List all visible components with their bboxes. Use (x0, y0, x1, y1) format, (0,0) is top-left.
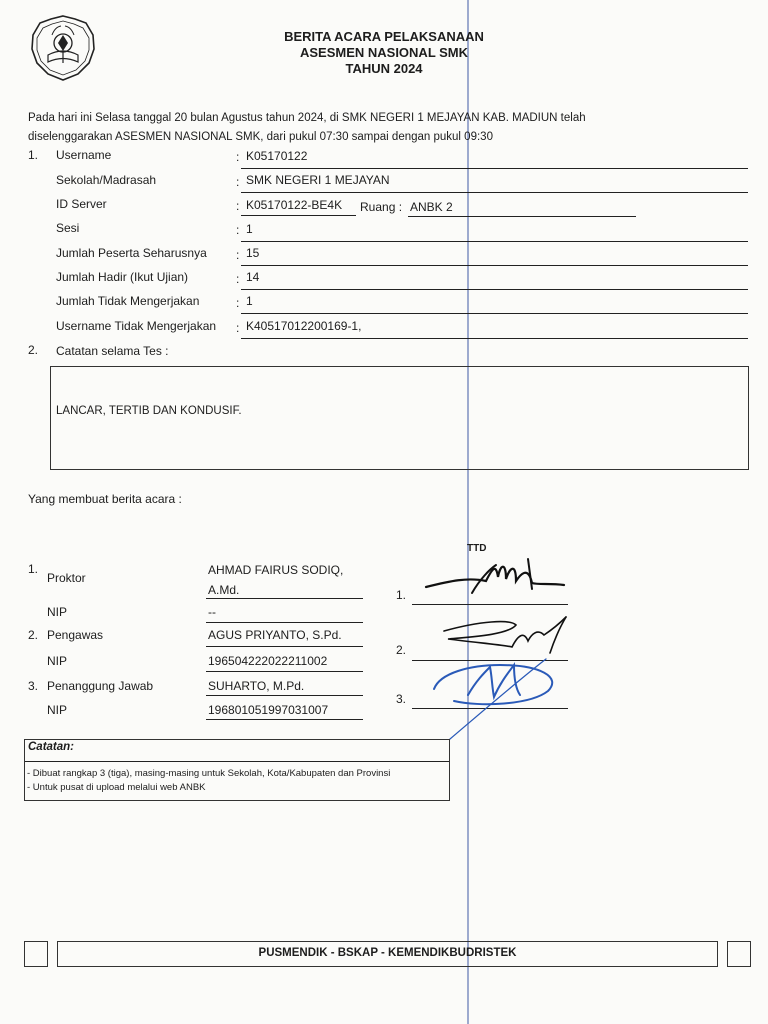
intro-line-1: Pada hari ini Selasa tanggal 20 bulan Agustus tahun 2024, di SMK NEGERI 1 MEJAYAN KAB. MADIUN telah (28, 112, 586, 124)
notes-line-1: - Dibuat rangkap 3 (tiga), masing-masing untuk Sekolah, Kota/Kabupaten dan Provinsi (27, 768, 391, 779)
underline (408, 216, 636, 217)
underline (206, 598, 363, 599)
signer-name: AHMAD FAIRUS SODIQ, (208, 563, 344, 577)
ttd-label: TTD (467, 543, 487, 554)
info-label: Username Tidak Mengerjakan (56, 319, 217, 333)
underline (206, 646, 363, 647)
handwritten-signatures (420, 555, 580, 745)
info-colon: : (236, 321, 240, 335)
footer-text: PUSMENDIK - BSKAP - KEMENDIKBUDRISTEK (258, 947, 517, 959)
info-colon: : (236, 150, 240, 164)
info-colon: : (236, 296, 240, 310)
info-label: ID Server (56, 197, 107, 211)
nip-value: 196801051997031007 (208, 703, 329, 717)
nip-value: -- (208, 605, 216, 619)
underline (206, 671, 363, 672)
signer-number: 2. (28, 628, 39, 642)
signer-role: Penanggung Jawab (47, 679, 154, 693)
catatan-tes-content: LANCAR, TERTIB DAN KONDUSIF. (56, 405, 242, 417)
info-value: SMK NEGERI 1 MEJAYAN (246, 173, 390, 187)
info-label: Jumlah Peserta Seharusnya (56, 246, 207, 260)
signer-name: AGUS PRIYANTO, S.Pd. (208, 628, 342, 642)
underline (241, 215, 356, 216)
info-colon: : (236, 199, 240, 213)
footer-right-box (727, 941, 751, 967)
document-title-line-2: ASESMEN NASIONAL SMK (299, 45, 469, 60)
catatan-tes-label: Catatan selama Tes : (56, 344, 169, 358)
document-title-line-1: BERITA ACARA PELAKSANAAN (284, 29, 484, 44)
info-label: Username (56, 148, 112, 162)
signer-number: 3. (28, 679, 39, 693)
catatan-tes-box (50, 366, 749, 470)
nip-label: NIP (47, 703, 68, 717)
underline (241, 289, 748, 290)
signer-number: 1. (28, 562, 39, 576)
info-colon: : (236, 175, 240, 189)
info-colon: : (236, 272, 240, 286)
ruang-value: ANBK 2 (410, 200, 453, 214)
info-value: K05170122 (246, 149, 308, 163)
info-value: 1 (246, 294, 253, 308)
intro-line-2: diselenggarakan ASESMEN NASIONAL SMK, dari pukul 07:30 sampai dengan pukul 09:30 (28, 131, 493, 143)
signature-number: 1. (396, 588, 407, 602)
nip-value: 196504222022211002 (208, 654, 328, 668)
info-label: Jumlah Hadir (Ikut Ujian) (56, 270, 189, 284)
info-value: K05170122-BE4K (246, 198, 343, 212)
footer-left-box (24, 941, 48, 967)
info-label: Jumlah Tidak Mengerjakan (56, 294, 200, 308)
maker-label: Yang membuat berita acara : (28, 492, 182, 506)
signer-role: Pengawas (47, 628, 104, 642)
underline (206, 622, 363, 623)
info-label: Sekolah/Madrasah (56, 173, 157, 187)
nip-label: NIP (47, 654, 68, 668)
notes-box (24, 739, 450, 801)
info-value: 14 (246, 270, 260, 284)
info-colon: : (236, 248, 240, 262)
info-value: 15 (246, 246, 260, 260)
info-colon: : (236, 223, 240, 237)
underline (206, 695, 363, 696)
scan-fold-line (467, 0, 469, 1024)
signer-role: Proktor (47, 571, 86, 585)
section-1-number: 1. (28, 148, 39, 162)
underline (241, 338, 748, 339)
footer-banner (57, 941, 718, 967)
document-title-line-3: TAHUN 2024 (345, 61, 423, 76)
signer-name: SUHARTO, M.Pd. (208, 679, 305, 693)
underline (241, 313, 748, 314)
nip-label: NIP (47, 605, 68, 619)
notes-divider (25, 761, 449, 762)
info-value: 1 (246, 222, 253, 236)
info-value: K40517012200169-1, (246, 319, 362, 333)
underline (241, 192, 748, 193)
underline (241, 241, 748, 242)
underline (241, 168, 748, 169)
info-label: Sesi (56, 221, 80, 235)
notes-title: Catatan: (28, 741, 75, 753)
signature-number: 2. (396, 643, 407, 657)
notes-line-2: - Untuk pusat di upload melalui web ANBK (27, 782, 206, 793)
signature-number: 3. (396, 692, 407, 706)
ruang-label: Ruang : (360, 200, 403, 214)
underline (206, 719, 363, 720)
signer-name-suffix: A.Md. (208, 583, 240, 597)
underline (241, 265, 748, 266)
section-2-number: 2. (28, 343, 39, 357)
